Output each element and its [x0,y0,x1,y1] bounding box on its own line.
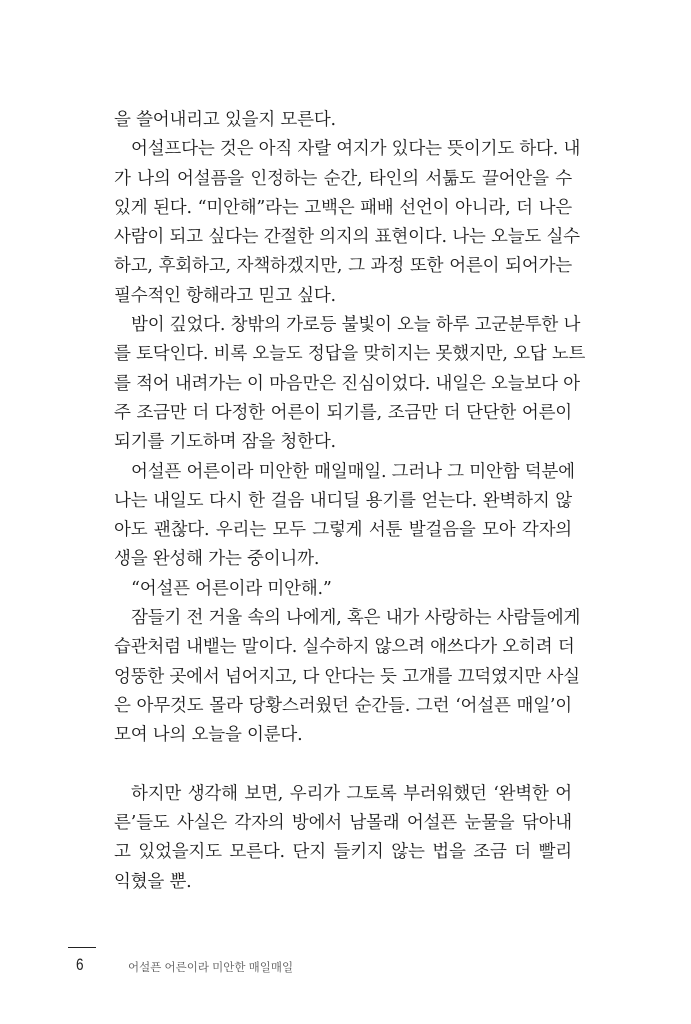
text-line: 모여 나의 오늘을 이룬다. [114,725,303,746]
paragraph-gap [114,751,572,780]
text-line: 잠들기 전 거울 속의 나에게, 혹은 내가 사랑하는 사람들에게 [131,608,581,629]
text-line: 고 있었을지도 모른다. 단지 들키지 않는 법을 조금 더 빨리 [114,842,572,863]
text-line: “어설픈 어른이라 미안해.” [131,578,332,599]
paragraph [114,135,581,311]
text-line: 사람이 되고 싶다는 간절한 의지의 표현이다. 나는 오늘도 실수 [114,227,580,248]
text-line: 하지만 생각해 보면, 우리가 그토록 부러워했던 ‘완벽한 어 [131,783,572,804]
text-line: 생을 완성해 가는 중이니까. [114,549,320,570]
body-text [114,106,586,897]
text-line: 엉뚱한 곳에서 넘어지고, 다 안다는 듯 고개를 끄덕였지만 사실 [114,666,580,687]
page-number: 6 [76,955,84,974]
text-line: 나는 내일도 다시 한 걸음 내디딜 용기를 얻는다. 완벽하지 않 [114,490,572,511]
paragraph [114,458,575,575]
text-line: 아도 괜찮다. 우리는 모두 그렇게 서툰 발걸음을 모아 각자의 [114,520,572,541]
text-line: 습관처럼 내뱉는 말이다. 실수하지 않으려 애쓰다가 오히려 더 [114,637,575,658]
text-line: 른’들도 사실은 각자의 방에서 남몰래 어설픈 눈물을 닦아내 [114,813,572,834]
text-line: 를 토닥인다. 비록 오늘도 정답을 맞히지는 못했지만, 오답 노트 [114,344,586,365]
text-line: 밤이 깊었다. 창밖의 가로등 불빛이 오늘 하루 고군분투한 나 [131,315,581,336]
text-line: 익혔을 뿐. [114,871,192,892]
text-line: 어설프다는 것은 아직 자랄 여지가 있다는 뜻이기도 하다. 내 [131,139,581,160]
paragraph [114,311,586,457]
text-line: 은 아무것도 몰라 당황스러웠던 순간들. 그런 ‘어설픈 매일’이 [114,695,572,716]
text-line: 있게 된다. “미안해”라는 고백은 패배 선언이 아니라, 더 나은 [114,197,572,218]
text-line: 어설픈 어른이라 미안한 매일매일. 그러나 그 미안함 덕분에 [131,461,575,482]
text-line: 가 나의 어설픔을 인정하는 순간, 타인의 서툶도 끌어안을 수 [114,168,572,189]
paragraph [114,780,572,897]
text-line: 주 조금만 더 다정한 어른이 되기를, 조금만 더 단단한 어른이 [114,402,572,423]
text-line: 을 쓸어내리고 있을지 모른다. [114,110,336,130]
paragraph [114,604,581,750]
paragraph [114,575,572,604]
running-title: 어설픈 어른이라 미안한 매일매일 [128,962,294,974]
text-line: 하고, 후회하고, 자책하겠지만, 그 과정 또한 어른이 되어가는 [114,256,572,277]
footer-rule [68,947,96,948]
text-line: 되기를 기도하며 잠을 청한다. [114,432,336,453]
paragraph [114,106,572,135]
text-line: 필수적인 항해라고 믿고 싶다. [114,285,336,306]
text-line: 를 적어 내려가는 이 마음만은 진심이었다. 내일은 오늘보다 아 [114,373,580,394]
